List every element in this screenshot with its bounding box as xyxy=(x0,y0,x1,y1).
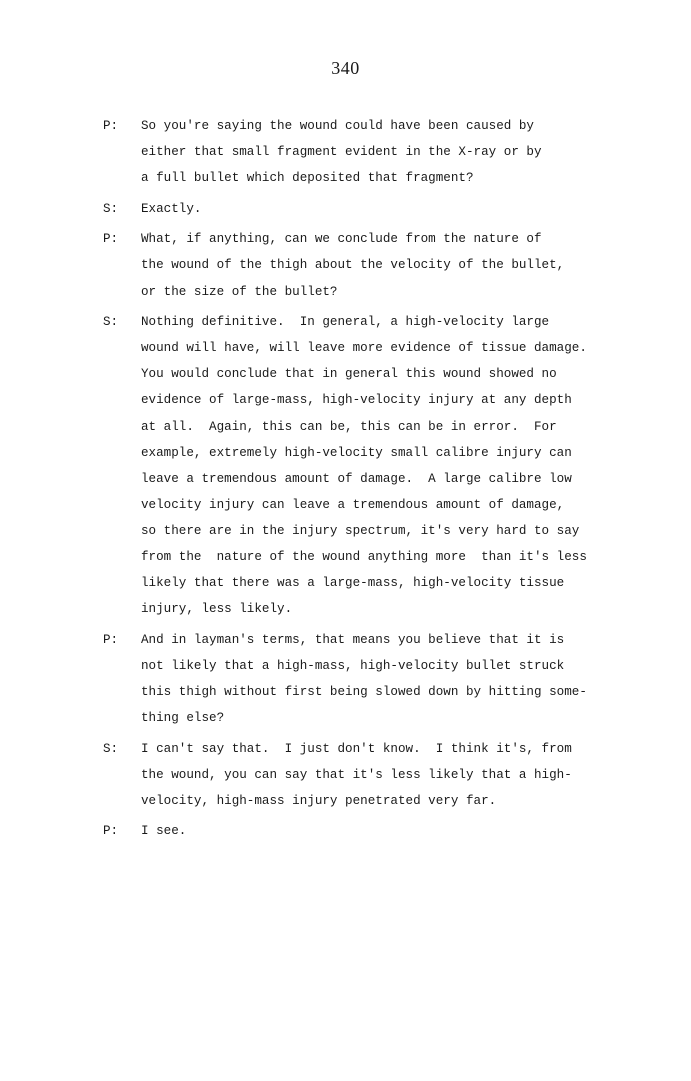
speech-line: You would conclude that in general this wound showed no xyxy=(141,367,557,382)
speech-line: What, if anything, can we conclude from the nature of xyxy=(141,232,542,247)
speech-text xyxy=(141,736,621,814)
transcript-entry xyxy=(0,226,691,304)
speech-line: leave a tremendous amount of damage. A large calibre low xyxy=(141,471,572,486)
speech-line: velocity, high-mass injury penetrated very far. xyxy=(141,793,497,808)
speech-text xyxy=(141,113,621,191)
speech-line: this thigh without first being slowed down by hitting some- xyxy=(141,684,587,699)
speech-text xyxy=(141,818,621,844)
speech-line: Exactly. xyxy=(141,201,202,216)
speech-line: velocity injury can leave a tremendous amount of damage, xyxy=(141,497,565,512)
speaker-label: P: xyxy=(103,232,119,247)
transcript-entry xyxy=(0,627,691,731)
speech-line: I can't say that. I just don't know. I think it's, from xyxy=(141,741,572,756)
speaker-label: S: xyxy=(103,201,119,216)
transcript-entry xyxy=(0,113,691,191)
speaker-label: P: xyxy=(103,632,119,647)
speech-line: I see. xyxy=(141,824,187,839)
speaker-label: P: xyxy=(103,119,119,133)
speech-line: So you're saying the wound could have been caused by xyxy=(141,119,534,133)
speech-line: the wound, you can say that it's less likely that a high- xyxy=(141,767,572,782)
speech-line: example, extremely high-velocity small calibre injury can xyxy=(141,445,572,460)
speech-line: thing else? xyxy=(141,711,225,726)
speech-line: And in layman's terms, that means you believe that it is xyxy=(141,632,565,647)
transcript-entry xyxy=(0,818,691,844)
speech-line: Nothing definitive. In general, a high-velocity large xyxy=(141,315,550,330)
speech-line: injury, less likely. xyxy=(141,602,293,617)
speech-line: at all. Again, this can be, this can be in error. For xyxy=(141,419,557,434)
transcript-entry xyxy=(0,196,691,222)
speech-line: either that small fragment evident in the X-ray or by xyxy=(141,145,542,160)
speech-text xyxy=(141,309,621,622)
speech-line: not likely that a high-mass, high-velocity bullet struck xyxy=(141,658,565,673)
speech-line: the wound of the thigh about the velocity of the bullet, xyxy=(141,258,565,273)
speech-line: evidence of large-mass, high-velocity injury at any depth xyxy=(141,393,572,408)
transcript-entry xyxy=(0,309,691,622)
speech-line: so there are in the injury spectrum, it's very hard to say xyxy=(141,523,580,538)
speech-line: from the nature of the wound anything more than it's less xyxy=(141,550,587,564)
transcript xyxy=(0,113,691,849)
speech-line: wound will have, will leave more evidence of tissue damage. xyxy=(141,341,587,356)
speech-text xyxy=(141,627,621,731)
speaker-label: S: xyxy=(103,315,119,330)
speaker-label: S: xyxy=(103,741,119,756)
speech-text xyxy=(141,226,621,304)
page-number: 340 xyxy=(331,58,360,78)
transcript-entry xyxy=(0,736,691,814)
speaker-label: P: xyxy=(103,824,119,839)
speech-line: likely that there was a large-mass, high-velocity tissue xyxy=(141,576,565,591)
speech-line: a full bullet which deposited that fragment? xyxy=(141,171,474,186)
speech-line: or the size of the bullet? xyxy=(141,284,338,299)
speech-text xyxy=(141,196,621,222)
